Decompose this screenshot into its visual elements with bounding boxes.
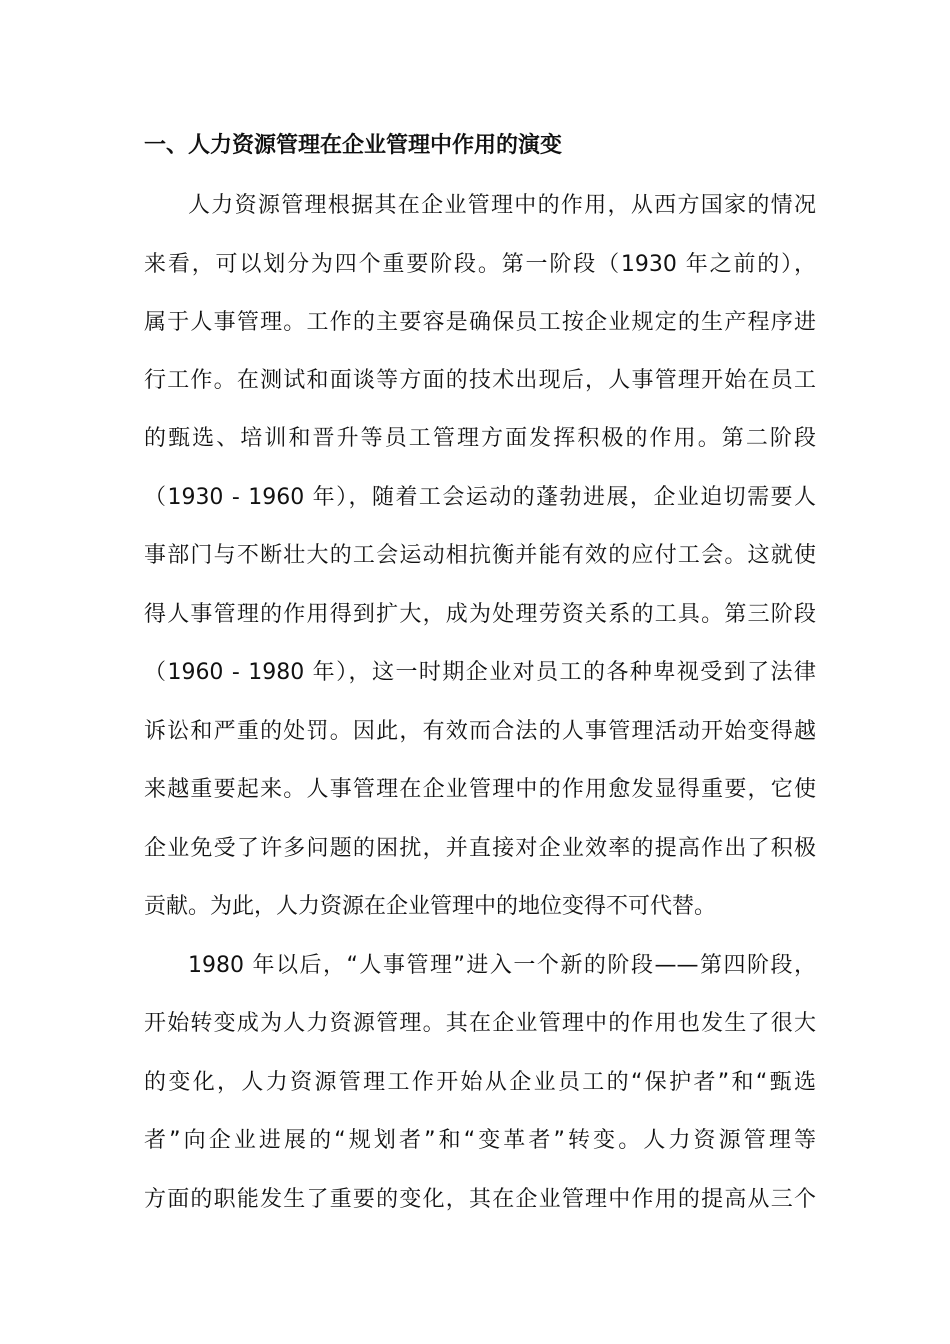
paragraph-line: 得人事管理的作用得到扩大，成为处理劳资关系的工具。第三阶段: [144, 602, 816, 627]
paragraph-line: 事部门与不断壮大的工会运动相抗衡并能有效的应付工会。这就使: [144, 543, 816, 568]
paragraph-line: 诉讼和严重的处罚。因此，有效而合法的人事管理活动开始变得越: [144, 719, 816, 744]
paragraph-line: 来越重要起来。人事管理在企业管理中的作用愈发显得重要，它使: [144, 777, 816, 802]
paragraph-line: 贡献。为此，人力资源在企业管理中的地位变得不可代替。: [144, 894, 717, 919]
paragraph-line: （1960 - 1980 年），这一时期企业对员工的各种卑视受到了法律: [144, 660, 816, 685]
paragraph-line: 的甄选、培训和晋升等员工管理方面发挥积极的作用。第二阶段: [144, 426, 816, 451]
paragraph-line: 属于人事管理。工作的主要容是确保员工按企业规定的生产程序进: [144, 310, 816, 335]
paragraph-line: 方面的职能发生了重要的变化，其在企业管理中作用的提高从三个: [144, 1187, 816, 1212]
paragraph-line: 开始转变成为人力资源管理。其在企业管理中的作用也发生了很大: [144, 1011, 816, 1036]
paragraph-line: 者”向企业进展的“规划者”和“变革者”转变。人力资源管理等: [144, 1128, 816, 1153]
paragraph-line: （1930 - 1960 年），随着工会运动的蓬勃进展，企业迫切需要人: [144, 485, 816, 510]
paragraph-line: 的变化，人力资源管理工作开始从企业员工的“保护者”和“甄选: [144, 1070, 816, 1095]
paragraph-line: 人力资源管理根据其在企业管理中的作用，从西方国家的情况: [188, 193, 816, 218]
paragraph-line: 来看，可以划分为四个重要阶段。第一阶段（1930 年之前的），: [144, 252, 816, 277]
paragraph-line: 企业免受了许多问题的困扰，并直接对企业效率的提高作出了积极: [144, 836, 816, 861]
section-heading: 一、人力资源管理在企业管理中作用的演变: [144, 133, 563, 158]
paragraph-line: 1980 年以后，“人事管理”进入一个新的阶段——第四阶段，: [188, 953, 816, 978]
paragraph-line: 行工作。在测试和面谈等方面的技术出现后，人事管理开始在员工: [144, 368, 816, 393]
